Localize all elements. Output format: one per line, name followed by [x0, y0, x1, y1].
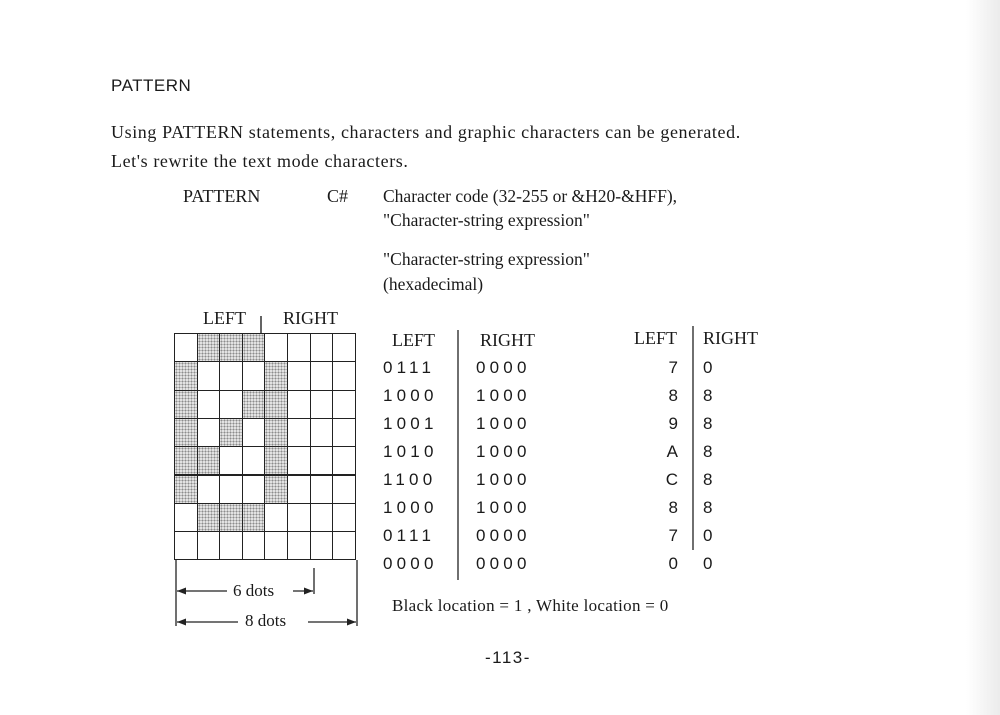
syntax-desc-3: "Character-string expression": [383, 249, 590, 269]
grid-cell: [197, 503, 221, 532]
grid-left-label: LEFT: [203, 308, 246, 328]
hex-right-value: 8: [703, 470, 713, 489]
binary-left-value: 0111: [383, 526, 436, 545]
hex-left-value: 0: [668, 554, 678, 573]
binary-right-value: 1000: [476, 414, 531, 433]
grid-cell: [264, 361, 288, 390]
grid-cell: [174, 503, 198, 532]
grid-cell: [197, 475, 221, 504]
binary-left-value: 1100: [383, 470, 437, 489]
grid-cell: [332, 475, 356, 504]
binary-left-value: 1001: [383, 414, 438, 433]
grid-cell: [219, 333, 243, 362]
grid-right-label: RIGHT: [283, 308, 338, 328]
syntax-desc-4: (hexadecimal): [383, 274, 484, 294]
grid-cell: [332, 446, 356, 475]
page-edge-shadow: [966, 0, 1000, 715]
grid-cell: [219, 361, 243, 390]
grid-cell: [287, 418, 311, 447]
grid-cell: [264, 390, 288, 419]
grid-cell: [242, 503, 266, 532]
hex-left-value: 7: [668, 526, 678, 545]
grid-cell: [332, 531, 356, 560]
hex-divider: [690, 326, 696, 556]
grid-cell: [310, 531, 334, 560]
grid-cell: [197, 531, 221, 560]
binary-right-value: 1000: [476, 470, 531, 489]
grid-cell: [310, 361, 334, 390]
grid-cell: [219, 475, 243, 504]
hex-right-value: 8: [703, 442, 713, 461]
grid-cell: [197, 333, 221, 362]
grid-cell: [197, 418, 221, 447]
grid-cell: [287, 531, 311, 560]
syntax-param: C#: [327, 186, 349, 206]
hex-left-value: 7: [668, 358, 678, 377]
syntax-keyword: PATTERN: [183, 186, 261, 206]
grid-cell: [242, 475, 266, 504]
binary-right-value: 0000: [476, 554, 531, 573]
grid-cell: [242, 390, 266, 419]
grid-cell: [197, 361, 221, 390]
hex-left-value: A: [666, 442, 678, 461]
grid-cell: [264, 531, 288, 560]
syntax-desc-2: "Character-string expression": [383, 210, 590, 230]
grid-cell: [264, 475, 288, 504]
section-heading: PATTERN: [111, 76, 192, 95]
grid-cell: [310, 475, 334, 504]
grid-cell: [197, 446, 221, 475]
grid-cell: [219, 503, 243, 532]
hex-right-value: 0: [703, 358, 713, 377]
grid-cell: [264, 418, 288, 447]
grid-cell: [332, 418, 356, 447]
grid-cell: [174, 361, 198, 390]
grid-cell: [219, 390, 243, 419]
grid-cell: [332, 361, 356, 390]
binary-left-value: 1010: [383, 442, 438, 461]
grid-cell: [332, 390, 356, 419]
page-number: -113-: [485, 648, 531, 667]
binary-right-value: 0000: [476, 358, 531, 377]
grid-cell: [242, 446, 266, 475]
binary-right-value: 1000: [476, 386, 531, 405]
hex-left-value: C: [665, 470, 678, 489]
intro-line-1: Using PATTERN statements, characters and graphic characters can be generated.: [111, 122, 741, 142]
grid-cell: [197, 390, 221, 419]
grid-cell: [174, 475, 198, 504]
grid-cell: [287, 361, 311, 390]
grid-cell: [174, 390, 198, 419]
grid-cell: [174, 446, 198, 475]
grid-cell: [310, 390, 334, 419]
grid-cell: [264, 503, 288, 532]
grid-cell: [287, 446, 311, 475]
binary-left-value: 0000: [383, 554, 438, 573]
binary-right-value: 1000: [476, 498, 531, 517]
grid-cell: [310, 333, 334, 362]
grid-cell: [174, 531, 198, 560]
hex-right-value: 8: [703, 498, 713, 517]
hex-right-value: 8: [703, 386, 713, 405]
legend-text: Black location = 1 , White location = 0: [392, 596, 669, 615]
grid-cell: [242, 531, 266, 560]
binary-right-value: 1000: [476, 442, 531, 461]
grid-cell: [287, 475, 311, 504]
binary-right-value: 0000: [476, 526, 531, 545]
grid-cell: [310, 446, 334, 475]
intro-line-2: Let's rewrite the text mode characters.: [111, 151, 409, 171]
binary-left-value: 0111: [383, 358, 436, 377]
grid-cell: [287, 503, 311, 532]
grid-cell: [264, 446, 288, 475]
grid-cell: [219, 418, 243, 447]
grid-cell: [242, 361, 266, 390]
hex-left-value: 8: [668, 386, 678, 405]
grid-cell: [242, 333, 266, 362]
grid-cell: [242, 418, 266, 447]
hex-left-header: LEFT: [634, 328, 677, 348]
grid-cell: [287, 333, 311, 362]
binary-left-header: LEFT: [392, 330, 435, 350]
hex-right-value: 0: [703, 526, 713, 545]
binary-left-value: 1000: [383, 386, 438, 405]
grid-cell: [287, 390, 311, 419]
binary-left-value: 1000: [383, 498, 438, 517]
hex-right-value: 0: [703, 554, 713, 573]
binary-divider: [455, 330, 461, 584]
syntax-desc-1: Character code (32-255 or &H20-&HFF),: [383, 186, 678, 206]
grid-cell: [310, 503, 334, 532]
six-dots-label: 6 dots: [233, 581, 275, 600]
hex-right-header: RIGHT: [703, 328, 758, 348]
grid-cell: [332, 333, 356, 362]
grid-cell: [264, 333, 288, 362]
hex-right-value: 8: [703, 414, 713, 433]
grid-cell: [219, 531, 243, 560]
grid-cell: [174, 418, 198, 447]
grid-cell: [219, 446, 243, 475]
hex-left-value: 9: [668, 414, 678, 433]
grid-cell: [174, 333, 198, 362]
grid-cell: [332, 503, 356, 532]
hex-left-value: 8: [668, 498, 678, 517]
grid-cell: [310, 418, 334, 447]
eight-dots-label: 8 dots: [245, 611, 287, 630]
binary-right-header: RIGHT: [480, 330, 535, 350]
